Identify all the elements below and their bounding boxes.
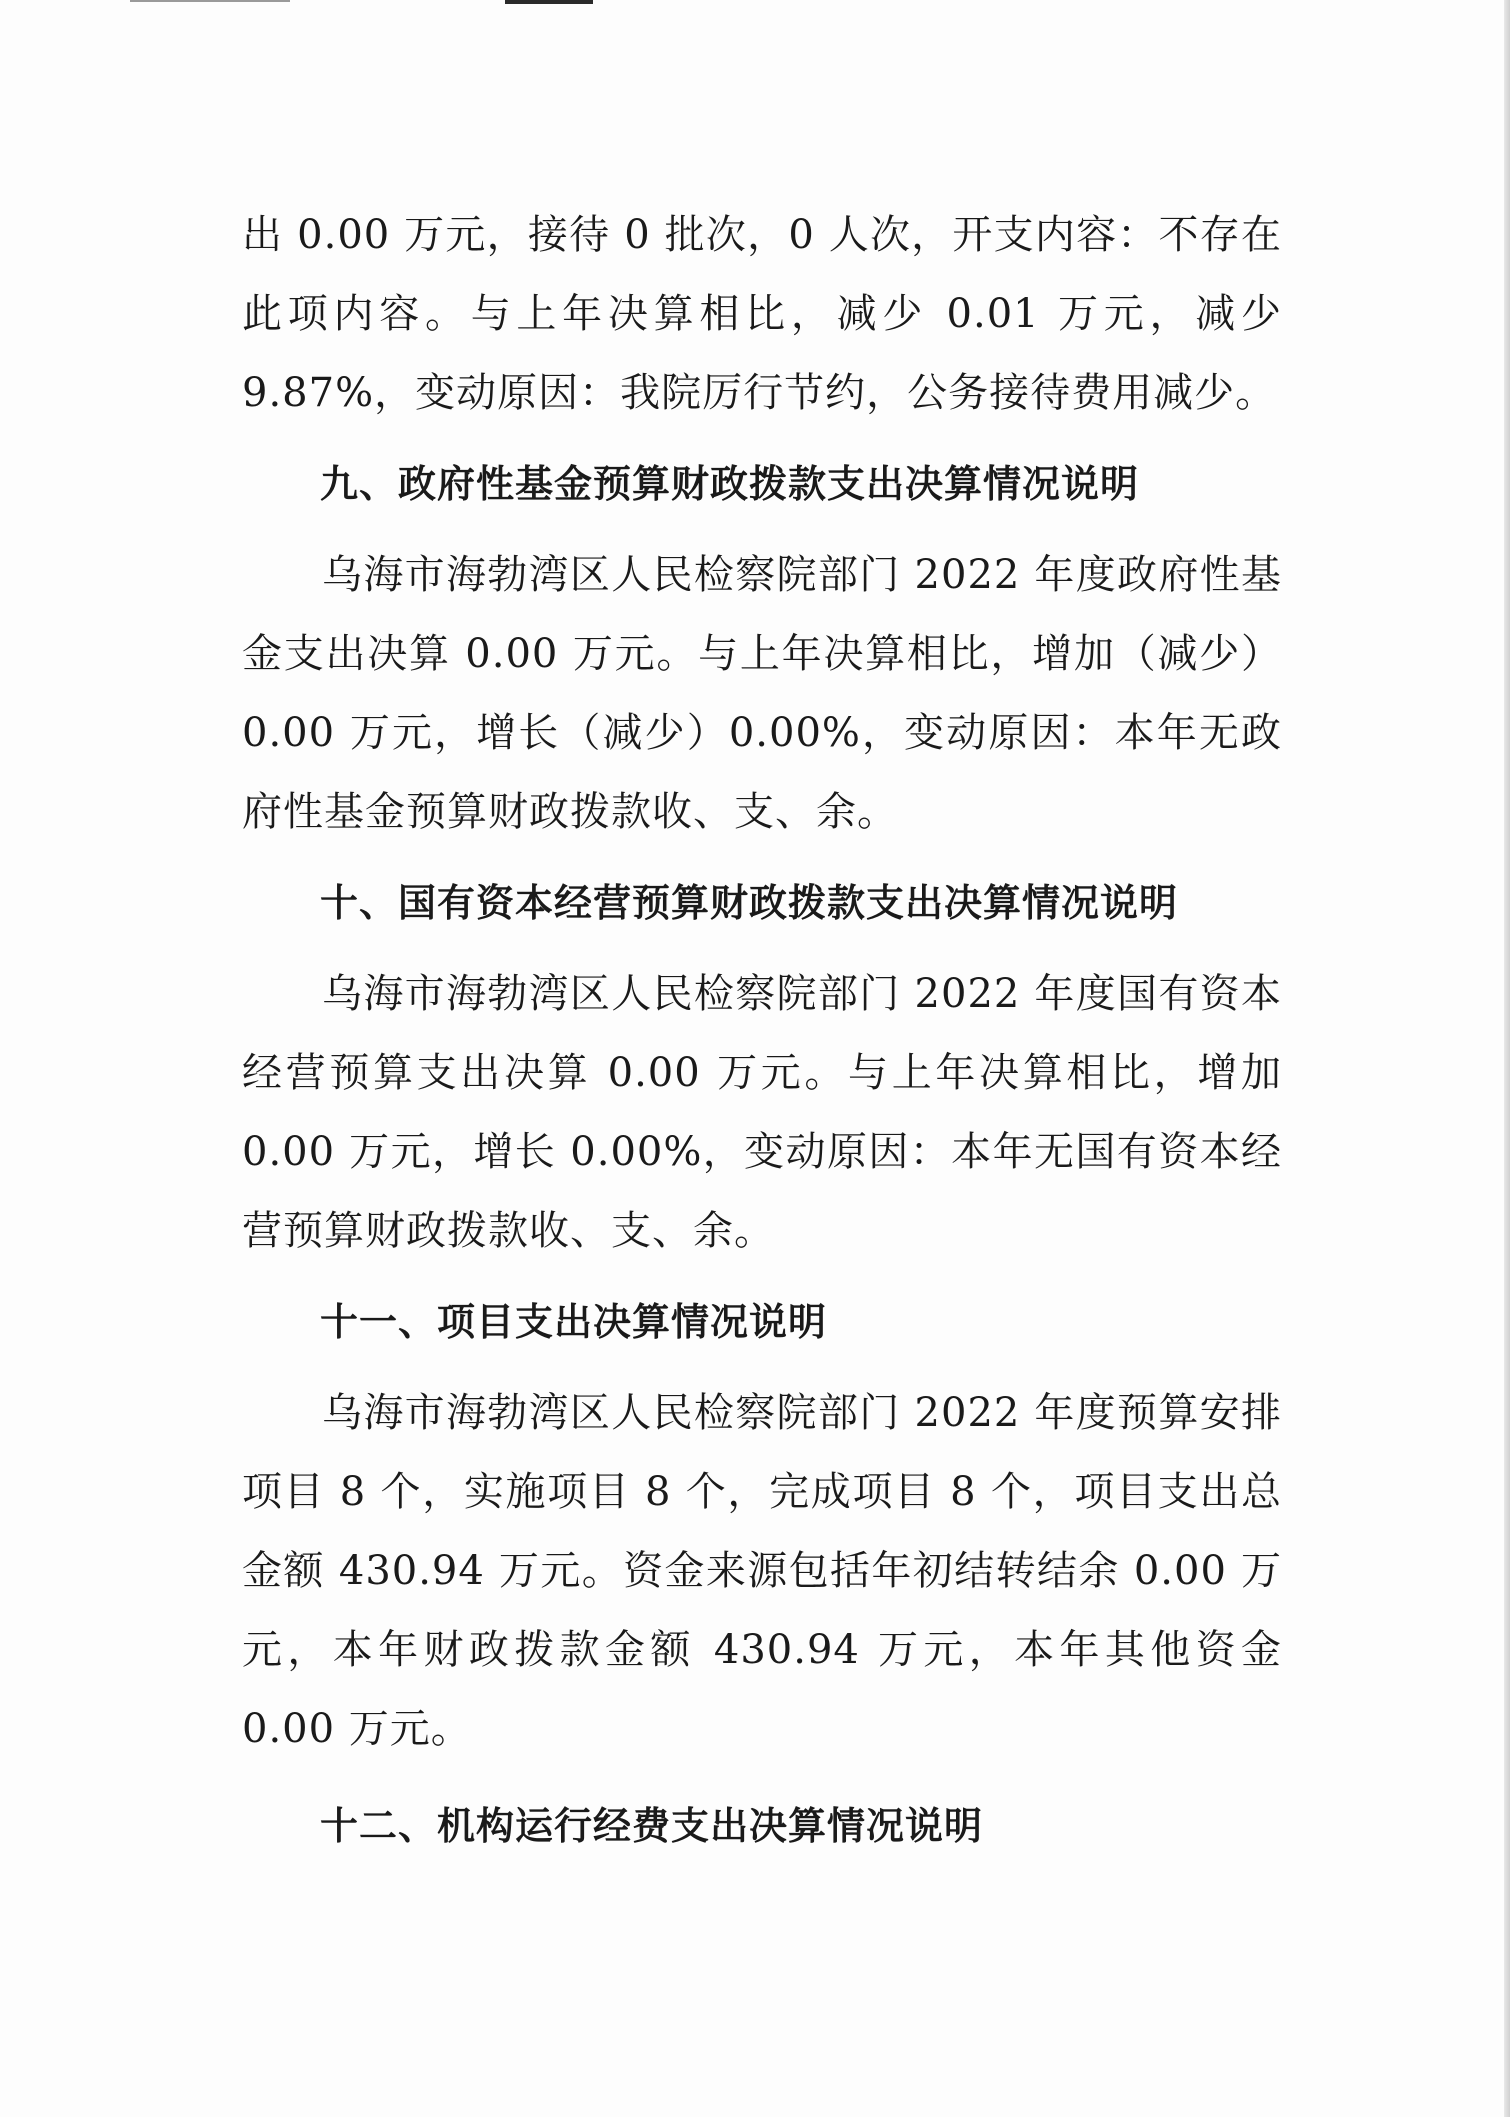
section-body-10: 乌海市海勃湾区人民检察院部门 2022 年度国有资本经营预算支出决算 0.00 万元。与上年决算相比，增加 0.00 万元，增长 0.00%，变动原因：本年无国有资本经营预算财政拨款收、支、余。 [242, 971, 1282, 1254]
section-heading-9: 九、政府性基金预算财政拨款支出决算情况说明 [320, 462, 1140, 506]
section-heading-12: 十二、机构运行经费支出决算情况说明 [320, 1804, 984, 1848]
section-body-11: 乌海市海勃湾区人民检察院部门 2022 年度预算安排项目 8 个，实施项目 8 个，完成项目 8 个，项目支出总金额 430.94 万元。资金来源包括年初结转结余 0.00 万元，本年财政拨款金额 430.94 万元，本年其他资金 0.00 万元。 [242, 1390, 1282, 1752]
document-body [242, 196, 1282, 1866]
intro-paragraph: 出 0.00 万元，接待 0 批次，0 人次，开支内容：不存在此项内容。与上年决算相比，减少 0.01 万元，减少 9.87%，变动原因：我院厉行节约，公务接待费用减少。 [242, 212, 1282, 416]
section-heading-11: 十一、项目支出决算情况说明 [320, 1300, 828, 1344]
scan-edge-mark [130, 0, 290, 2]
page-edge-shadow [1504, 0, 1510, 2117]
section-heading-10: 十、国有资本经营预算财政拨款支出决算情况说明 [320, 881, 1179, 925]
scan-edge-mark [505, 0, 593, 4]
section-body-9: 乌海市海勃湾区人民检察院部门 2022 年度政府性基金支出决算 0.00 万元。与上年决算相比，增加（减少）0.00 万元，增长（减少）0.00%，变动原因：本年无政府性基金预算财政拨款收、支、余。 [242, 552, 1282, 835]
